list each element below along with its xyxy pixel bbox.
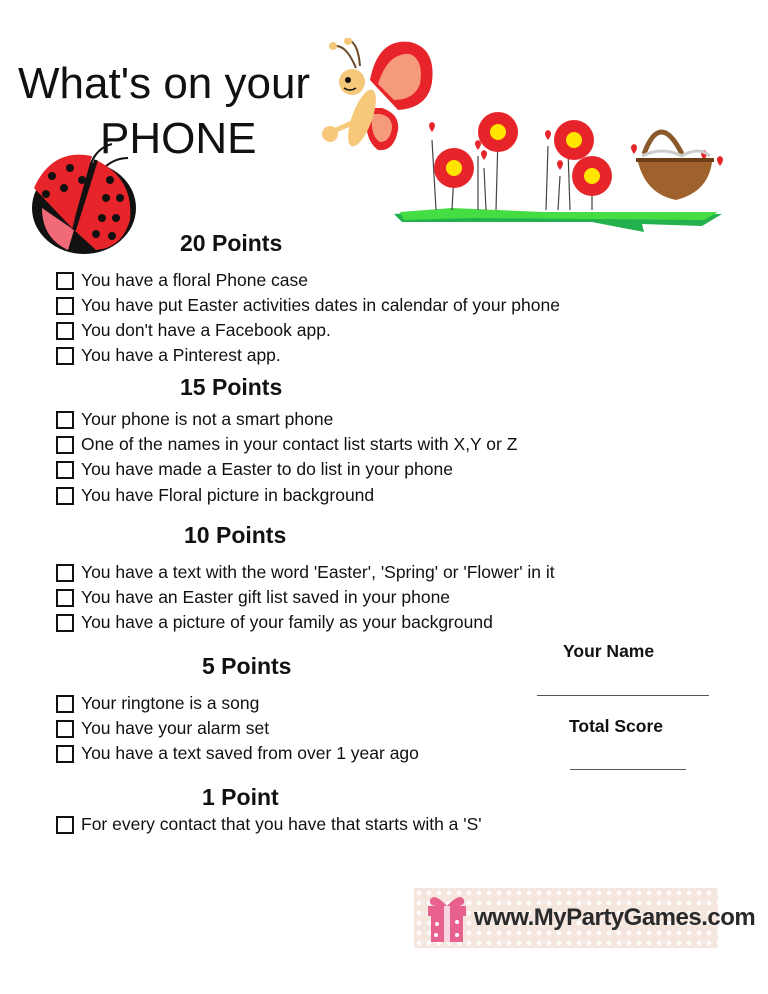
section-heading-15-points: 15 Points <box>180 374 283 400</box>
section-heading-10-points: 10 Points <box>184 522 287 548</box>
flower-garden-icon <box>392 110 732 240</box>
basket-icon <box>636 132 714 200</box>
list-item[interactable]: You have a text with the word 'Easter', 'Spring' or 'Flower' in it <box>56 562 555 584</box>
checkbox[interactable] <box>56 816 74 834</box>
gift-icon <box>422 892 472 946</box>
total-score-line[interactable] <box>570 769 686 770</box>
checkbox[interactable] <box>56 347 74 365</box>
list-item[interactable]: You have your alarm set <box>56 718 269 740</box>
page-title: What's on your <box>18 59 311 108</box>
checkbox[interactable] <box>56 720 74 738</box>
list-item[interactable]: You have a Pinterest app. <box>56 345 281 367</box>
checkbox[interactable] <box>56 745 74 763</box>
section-heading-1-point: 1 Point <box>202 784 279 810</box>
your-name-label: Your Name <box>563 641 655 661</box>
checkbox[interactable] <box>56 322 74 340</box>
list-item[interactable]: You have a floral Phone case <box>56 270 308 292</box>
list-item[interactable]: You have an Easter gift list saved in your phone <box>56 587 450 609</box>
list-item[interactable]: You have a text saved from over 1 year ago <box>56 743 419 765</box>
list-item[interactable]: You have Floral picture in background <box>56 485 374 507</box>
checkbox[interactable] <box>56 297 74 315</box>
list-item[interactable]: You have made a Easter to do list in your phone <box>56 459 453 481</box>
checkbox[interactable] <box>56 272 74 290</box>
section-heading-5-points: 5 Points <box>202 653 292 679</box>
checkbox[interactable] <box>56 461 74 479</box>
ladybug-icon <box>12 138 142 260</box>
list-item[interactable]: You have a picture of your family as your background <box>56 612 493 634</box>
website-link[interactable]: www.MyPartyGames.com <box>474 904 756 931</box>
list-item[interactable]: You don't have a Facebook app. <box>56 320 331 342</box>
section-heading-20-points: 20 Points <box>180 230 283 256</box>
your-name-line[interactable] <box>537 695 709 696</box>
checkbox[interactable] <box>56 589 74 607</box>
list-item[interactable]: You have put Easter activities dates in calendar of your phone <box>56 295 560 317</box>
list-item[interactable]: Your ringtone is a song <box>56 693 259 715</box>
checkbox[interactable] <box>56 436 74 454</box>
checkbox[interactable] <box>56 487 74 505</box>
checkbox[interactable] <box>56 564 74 582</box>
checkbox[interactable] <box>56 411 74 429</box>
total-score-label: Total Score <box>569 716 664 736</box>
list-item[interactable]: One of the names in your contact list starts with X,Y or Z <box>56 434 517 456</box>
checkbox[interactable] <box>56 614 74 632</box>
checkbox[interactable] <box>56 695 74 713</box>
list-item[interactable]: Your phone is not a smart phone <box>56 409 333 431</box>
page-subtitle: PHONE <box>100 114 257 163</box>
list-item[interactable]: For every contact that you have that starts with a 'S' <box>56 814 482 836</box>
website-banner[interactable] <box>414 888 756 948</box>
